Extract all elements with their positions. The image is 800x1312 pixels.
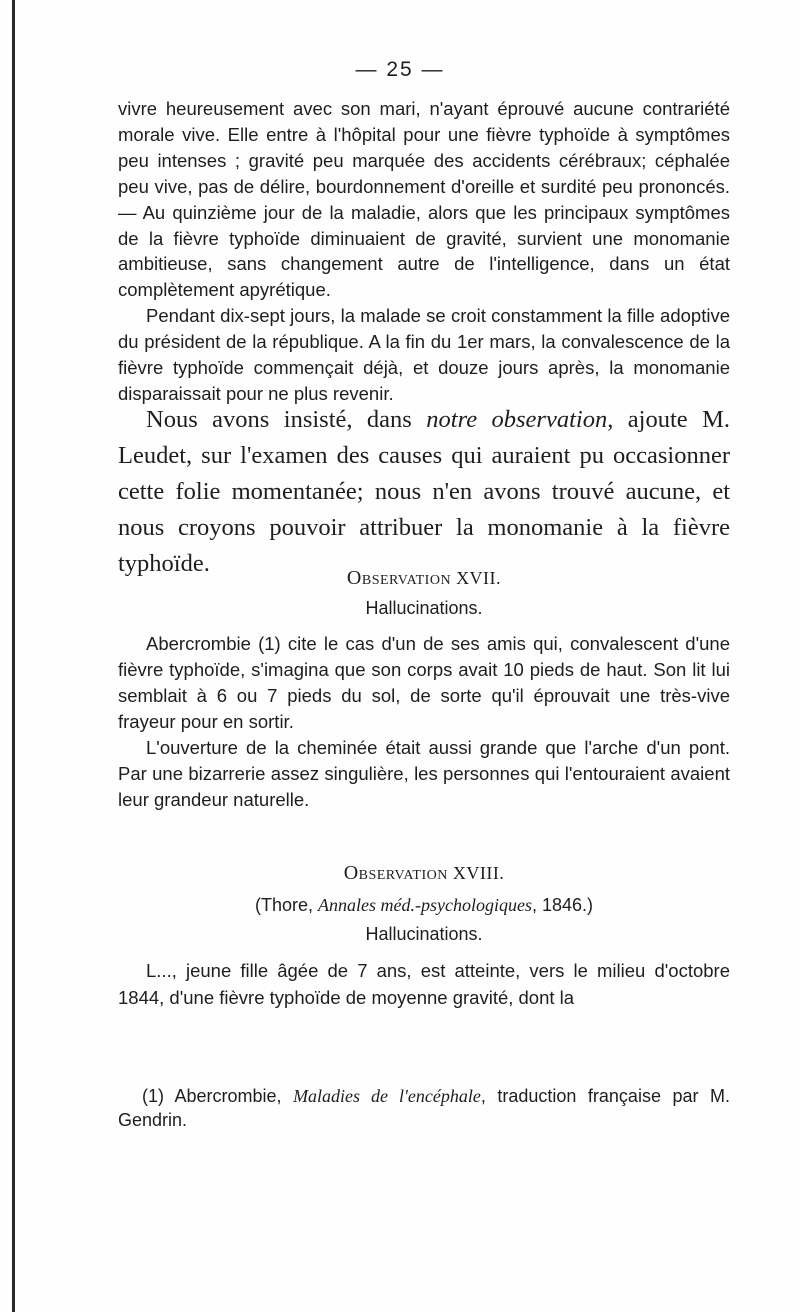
paragraph-2: Pendant dix-sept jours, la malade se croit constamment la fille adoptive du président de la république. A la fin du 1er mars, la convalescence de la fièvre typhoïde commençait déjà, et douze jours après, la monomanie disparaissait pour ne plus revenir. [118, 305, 730, 404]
observation-17-number: XVII. [456, 568, 502, 588]
observation-18-subtitle: Hallucinations. [365, 924, 483, 944]
paragraph-3-end: , ajoute M. Leudet, sur l'examen des causes qui auraient pu occasionner cette folie momentanée; nous n'en avons trouvé aucune, et nous croyons pouvoir attribuer la monomanie à la fièvre typhoïde. [118, 406, 730, 577]
observation-18-paragraph-1: L..., jeune fille âgée de 7 ans, est atteinte, vers le milieu d'octobre 1844, d'une fièvre typhoïde de moyenne gravité, dont la [118, 960, 730, 1008]
observation-17 [118, 567, 730, 813]
observation-18-title [118, 862, 730, 885]
observation-17-title [118, 567, 730, 590]
text-block-quote [118, 402, 730, 582]
paragraph-3-italic: notre observation [426, 406, 608, 433]
footnote-start: (1) Abercrombie, [142, 1086, 294, 1106]
paragraph-3-start: Nous avons insisté, dans [146, 406, 427, 433]
text-block-top [118, 96, 730, 407]
observation-17-label: Observation [346, 567, 452, 589]
page-number: — 25 — [355, 58, 445, 81]
observation-17-subtitle: Hallucinations. [365, 598, 483, 618]
footnote-italic: Maladies de l'encéphale [293, 1086, 481, 1106]
page-edge-rule [12, 0, 15, 1312]
observation-18-label: Observation [343, 862, 448, 884]
footnote-end: , traduction française par M. Gendrin. [118, 1086, 730, 1130]
observation-17-paragraph-2: L'ouverture de la cheminée était aussi grande que l'arche d'un pont. Par une bizarrerie assez singulière, les personnes qui l'entouraient avaient leur grandeur naturelle. [118, 737, 730, 810]
observation-18-source-title: Annales méd.-psychologiques [318, 895, 532, 915]
observation-18-source [118, 895, 730, 916]
observation-18-source-year: , 1846.) [531, 895, 594, 915]
observation-18 [118, 862, 730, 1011]
paragraph-1: vivre heureusement avec son mari, n'ayant éprouvé aucune contrariété morale vive. Elle entre à l'hôpital pour une fièvre typhoïde à symptômes peu intenses ; gravité peu marquée des accidents cérébraux; céphalée peu vive, pas de délire, bourdonnement d'oreille et surdité peu prononcés. — Au quinzième jour de la maladie, alors que les principaux symptômes de la fièvre typhoïde diminuaient de gravité, survient une monomanie ambitieuse, sans changement autre de l'intelligence, dans un état complètement apyrétique. [118, 98, 730, 301]
paragraph-3 [118, 402, 730, 582]
observation-18-source-author: (Thore, [254, 895, 319, 915]
observation-18-number: XVIII. [452, 863, 505, 883]
footnote-text [118, 1084, 730, 1132]
observation-17-paragraph-1: Abercrombie (1) cite le cas d'un de ses amis qui, convalescent d'une fièvre typhoïde, s'imagina que son corps avait 10 pieds de haut. Son lit lui semblait à 6 ou 7 pieds du sol, de sorte qu'il éprouvait une très-vive frayeur pour en sortir. [118, 633, 730, 732]
footnote [118, 1084, 730, 1132]
